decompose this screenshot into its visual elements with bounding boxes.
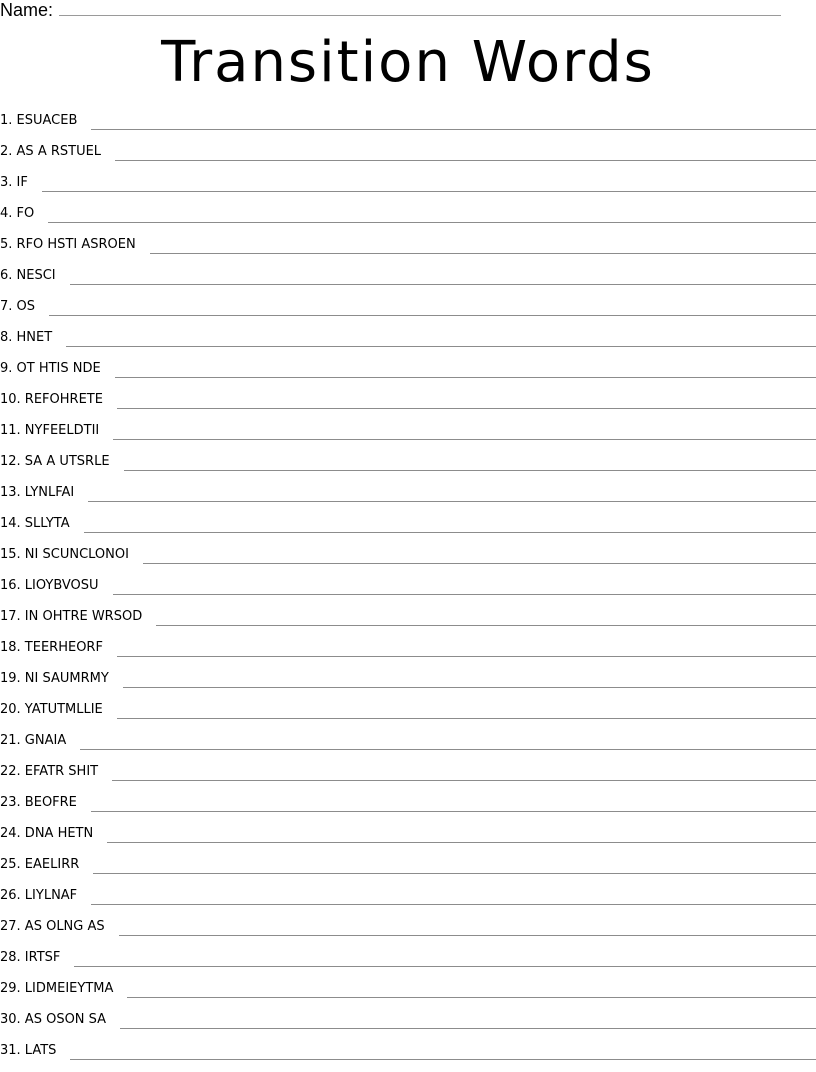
scrambled-word: 21. GNAIA [0,733,67,748]
list-item [0,514,816,545]
list-item [0,638,816,669]
worksheet-title: Transition Words [161,30,655,95]
answer-line[interactable] [115,359,816,378]
answer-line[interactable] [120,1010,816,1029]
answer-line[interactable] [156,607,816,626]
scrambled-word: 22. EFATR SHIT [0,764,99,779]
answer-line[interactable] [70,266,816,285]
scrambled-word: 14. SLLYTA [0,516,70,531]
scrambled-word: 10. REFOHRETE [0,392,103,407]
scrambled-word: 2. AS A RSTUEL [0,144,102,159]
list-item [0,297,816,328]
list-item [0,390,816,421]
answer-line[interactable] [74,948,816,967]
list-item [0,731,816,762]
answer-line[interactable] [123,669,816,688]
scrambled-word: 28. IRTSF [0,950,61,965]
list-item [0,917,816,948]
list-item [0,204,816,235]
scrambled-word: 1. ESUACEB [0,113,78,128]
answer-line[interactable] [42,173,816,192]
answer-line[interactable] [143,545,816,564]
scrambled-word: 11. NYFEELDTII [0,423,100,438]
scrambled-word: 23. BEOFRE [0,795,77,810]
scrambled-word: 12. SA A UTSRLE [0,454,110,469]
scrambled-word: 18. TEERHEORF [0,640,103,655]
answer-line[interactable] [84,514,816,533]
list-item [0,359,816,390]
answer-line[interactable] [117,700,816,719]
answer-line[interactable] [91,886,816,905]
list-item [0,669,816,700]
answer-line[interactable] [113,421,816,440]
scrambled-word: 17. IN OHTRE WRSOD [0,609,143,624]
list-item [0,607,816,638]
scrambled-word: 19. NI SAUMRMY [0,671,109,686]
list-item [0,700,816,731]
answer-line[interactable] [113,576,816,595]
list-item [0,111,816,142]
answer-line[interactable] [127,979,816,998]
list-item [0,452,816,483]
scrambled-word: 15. NI SCUNCLONOI [0,547,129,562]
answer-line[interactable] [66,328,816,347]
answer-line[interactable] [119,917,816,936]
list-item [0,1041,816,1072]
list-item [0,762,816,793]
answer-line[interactable] [112,762,816,781]
answer-line[interactable] [124,452,816,471]
list-item [0,266,816,297]
list-item [0,142,816,173]
list-item [0,173,816,204]
answer-line[interactable] [91,793,816,812]
answer-line[interactable] [49,297,816,316]
scrambled-word: 25. EAELIRR [0,857,80,872]
answer-line[interactable] [70,1041,816,1060]
answer-line[interactable] [80,731,816,750]
scrambled-word: 30. AS OSON SA [0,1012,107,1027]
list-item [0,235,816,266]
answer-line[interactable] [107,824,816,843]
list-item [0,948,816,979]
answer-line[interactable] [48,204,816,223]
scrambled-word: 13. LYNLFAI [0,485,75,500]
list-item [0,545,816,576]
list-item [0,855,816,886]
list-item [0,886,816,917]
answer-line[interactable] [117,638,816,657]
list-item [0,1010,816,1041]
list-item [0,793,816,824]
scrambled-word: 7. OS [0,299,36,314]
list-item [0,824,816,855]
answer-line[interactable] [117,390,816,409]
list-item [0,576,816,607]
name-row [0,0,800,20]
scramble-list [0,111,816,1072]
name-label: Name: [0,0,54,20]
answer-line[interactable] [88,483,816,502]
scrambled-word: 16. LIOYBVOSU [0,578,99,593]
answer-line[interactable] [150,235,816,254]
answer-line[interactable] [91,111,816,130]
scrambled-word: 20. YATUTMLLIE [0,702,103,717]
scrambled-word: 5. RFO HSTI ASROEN [0,237,136,252]
scrambled-word: 31. LATS [0,1043,57,1058]
scrambled-word: 29. LIDMEIEYTMA [0,981,114,996]
list-item [0,421,816,452]
list-item [0,328,816,359]
answer-line[interactable] [115,142,816,161]
scrambled-word: 8. HNET [0,330,53,345]
list-item [0,483,816,514]
scrambled-word: 24. DNA HETN [0,826,94,841]
list-item [0,979,816,1010]
scrambled-word: 6. NESCI [0,268,56,283]
scrambled-word: 27. AS OLNG AS [0,919,105,934]
answer-line[interactable] [93,855,816,874]
scrambled-word: 9. OT HTIS NDE [0,361,101,376]
name-write-line[interactable] [59,13,781,16]
scrambled-word: 26. LIYLNAF [0,888,78,903]
scrambled-word: 3. IF [0,175,28,190]
scrambled-word: 4. FO [0,206,35,221]
